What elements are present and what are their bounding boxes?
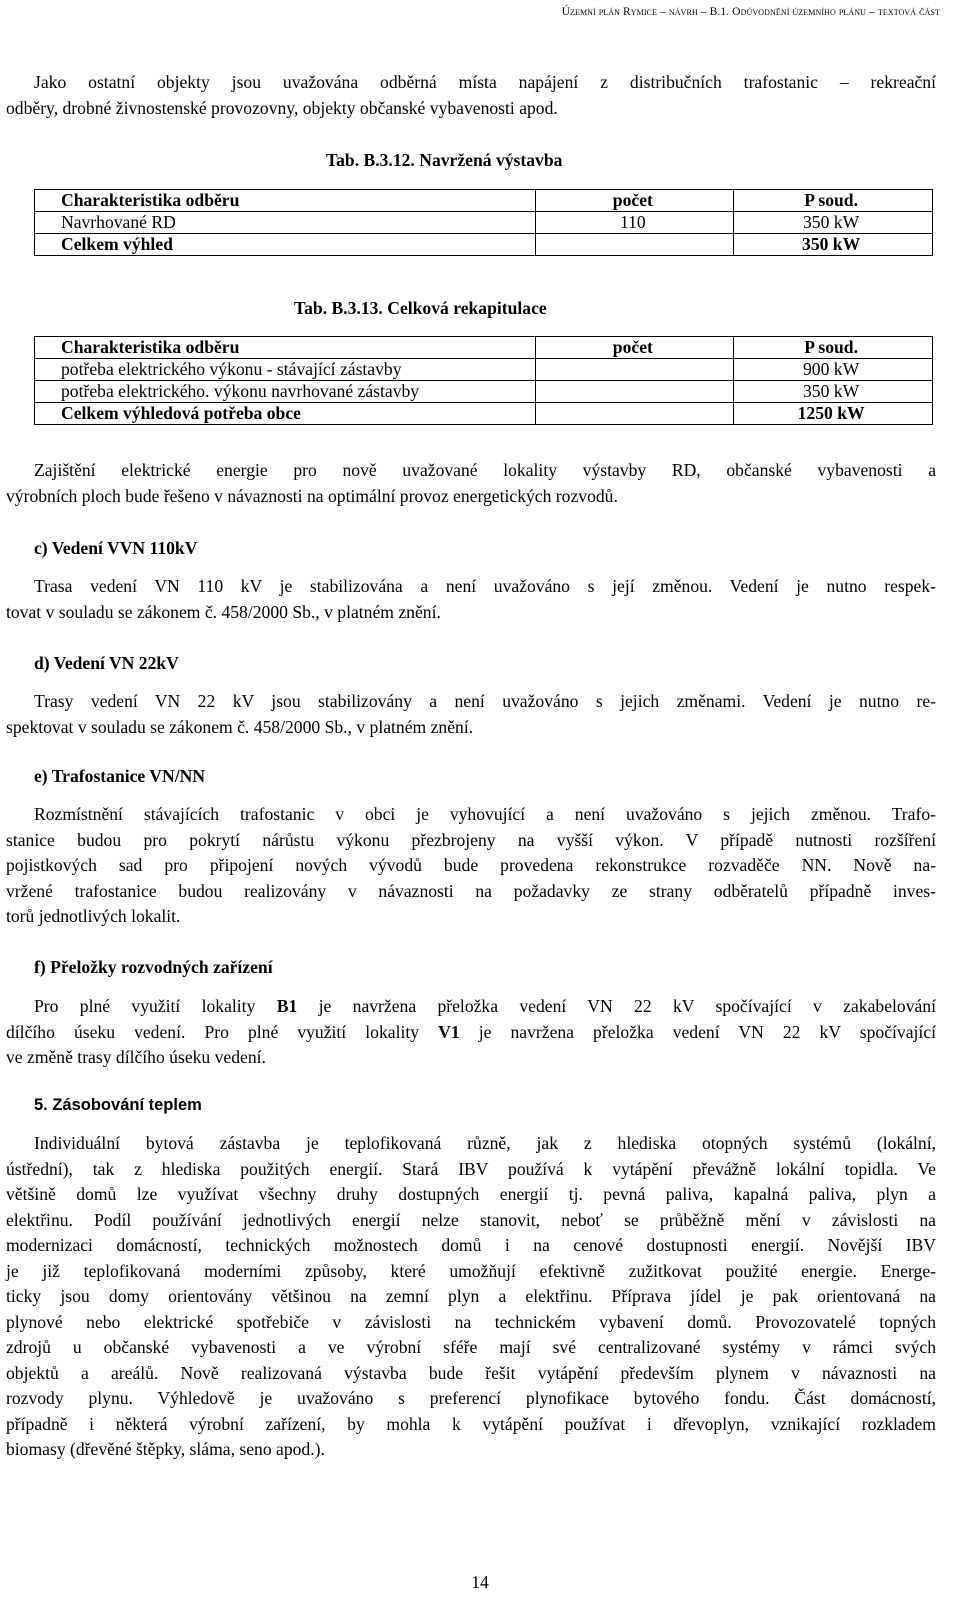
header-cell: počet (536, 337, 734, 359)
paragraph-line: případně i některá výrobní zařízení, by mohla k vytápění používat i dřevoplyn, vznikající rozkladem (6, 1413, 936, 1434)
table2-caption (294, 298, 547, 319)
section-f-heading: f) Přeložky rozvodných zařízení (34, 957, 273, 977)
table-cell: Celkem výhled (35, 234, 536, 256)
paragraph-line: většině domů lze využívat všechny druhy dostupných energií tj. pevná paliva, kapalná paliva, plyn a (6, 1184, 936, 1204)
section-e-paragraph (6, 802, 936, 930)
table-celkova-rekapitulace (34, 336, 933, 425)
section-e-heading: e) Trafostanice VN/NN (34, 766, 206, 786)
table-navrzena-vystavba (34, 189, 933, 256)
table-cell (536, 359, 734, 381)
table-row (35, 359, 933, 381)
paragraph-line: výrobních ploch bude řešeno v návaznosti na optimální provoz energetických rozvodů. (6, 485, 618, 506)
text-run: je navržena přeložka vedení VN 22 kV spočívající (459, 1021, 937, 1042)
paragraph-line: je již teplofikovaná moderními způsoby, které umožňují efektivně zužitkovat použité energie. Energe- (6, 1260, 936, 1281)
paragraph-line: modernizaci domácností, technických možnostech domů i na cenové dostupnosti energií. Novější IBV (6, 1235, 936, 1255)
table-cell: Celkem výhledová potřeba obce (35, 403, 536, 425)
paragraph-line: vržené trafostanice budou realizovány v návaznosti na požadavky ze strany odběratelů případně inves- (6, 880, 936, 901)
paragraph-line: plynové nebo elektrické spotřebiče v závislosti na technickém vybavení domů. Provozovatelé topných (6, 1311, 936, 1332)
paragraph-line: odběry, drobné živnostenské provozovny, objekty občanské vybavenosti apod. (6, 97, 558, 118)
table2-caption-title: Celková rekapitulace (387, 298, 547, 318)
paragraph-line: stanice budou pro pokrytí nárůstu výkonu přezbrojeny na vyšší výkon. V případě nutnosti rozšíření (6, 829, 936, 850)
intro-paragraph (6, 70, 936, 121)
table-row (35, 212, 933, 234)
paragraph-line: torů jednotlivých lokalit. (6, 906, 181, 926)
paragraph-line: Trasa vedení VN 110 kV je stabilizována a není uvažováno s její změnou. Vedení je nutno respek- (34, 576, 936, 596)
paragraph-line: Individuální bytová zástavba je teplofikovaná různě, jak z hlediska otopných systémů (lokální, (34, 1133, 936, 1153)
paragraph-line: Rozmístnění stávajících trafostanic v obci je vyhovující a není uvažováno s jejich změnou. Trafo- (34, 804, 936, 824)
section-c-heading: c) Vedení VVN 110kV (34, 538, 198, 558)
text-run: je navržena přeložka vedení VN 22 kV spočívající v zakabelování (297, 996, 936, 1016)
table-cell: 350 kW (734, 381, 933, 403)
text-run: Pro plné využití lokality (34, 996, 277, 1016)
table-total-row (35, 403, 933, 425)
header-cell: P soud. (734, 190, 933, 212)
table-cell (536, 381, 734, 403)
text-run: dílčího úseku vedení. Pro plné využití lokality (6, 1021, 439, 1042)
running-header: Územní plán Rymice – návrh – B.1. Odůvodnění územního plánu – textová část (561, 6, 940, 18)
table-cell: 350 kW (734, 234, 933, 256)
paragraph-line: rozvody plynu. Výhledově je uvažováno s preferencí plynofikace bytového fondu. Část domácností, (6, 1388, 936, 1408)
table-cell: 350 kW (734, 212, 933, 234)
section-f-paragraph (6, 994, 936, 1071)
paragraph-line: tovat v souladu se zákonem č. 458/2000 Sb., v platném znění. (6, 601, 441, 622)
paragraph-line: ticky jsou domy orientovány většinou na zemní plyn a elektřinu. Příprava jídel je pak orientovaná na (6, 1286, 936, 1306)
paragraph-line: objektů a areálů. Nově realizovaná výstavba bude řešit vytápění především plynem v návaznosti na (6, 1362, 936, 1383)
table-header-row (35, 190, 933, 212)
table1-caption (326, 150, 562, 171)
paragraph-line: pojistkových sad pro připojení nových vývodů bude provedena rekonstrukce rozvaděče NN. Nově na- (6, 855, 936, 875)
section-d-heading: d) Vedení VN 22kV (34, 653, 179, 673)
section-d-paragraph (6, 689, 936, 740)
paragraph-line: Jako ostatní objekty jsou uvažována odběrná místa napájení z distribučních trafostanic – rekreační (34, 72, 936, 92)
paragraph-line: Trasy vedení VN 22 kV jsou stabilizovány a není uvažováno s jejich změnami. Vedení je nutno re- (34, 691, 936, 711)
section-5-heading: 5. Zásobování teplem (34, 1096, 202, 1114)
paragraph-line: ústřední), tak z hlediska použitých energií. Stará IBV používá k vytápění převážně lokální topidla. Ve (6, 1158, 936, 1179)
paragraph-line (6, 1020, 936, 1046)
paragraph-line (6, 994, 936, 1020)
table-total-row (35, 234, 933, 256)
paragraph-line: spektovat v souladu se zákonem č. 458/2000 Sb., v platném znění. (6, 716, 474, 737)
table-cell (536, 403, 734, 425)
table-cell: 110 (536, 212, 734, 234)
table-cell: 900 kW (734, 359, 933, 381)
table-cell: potřeba elektrického. výkonu navrhované zástavby (35, 381, 536, 403)
table2-caption-prefix: Tab. B.3.13. (294, 298, 383, 318)
table1-caption-title: Navržená výstavba (419, 150, 563, 170)
header-cell: počet (536, 190, 734, 212)
paragraph-line: zdrojů u občanské vybavenosti a ve výrobní sféře mají své centralizované systémy v rámci svých (6, 1337, 936, 1357)
table-cell (536, 234, 734, 256)
paragraph-line: Zajištění elektrické energie pro nově uvažované lokality výstavby RD, občanské vybavenosti a (34, 460, 936, 480)
lokalita-v1: V1 (438, 1021, 460, 1042)
table-cell: 1250 kW (734, 403, 933, 425)
table-row (35, 381, 933, 403)
paragraph-line: biomasy (dřevěné štěpky, sláma, seno apod.). (6, 1439, 325, 1459)
page-number: 14 (471, 1572, 489, 1592)
section-5-paragraph (6, 1131, 936, 1463)
table-cell: potřeba elektrického výkonu - stávající zástavby (35, 359, 536, 381)
section-c-paragraph (6, 574, 936, 625)
table-cell: Navrhované RD (35, 212, 536, 234)
paragraph-line: ve změně trasy dílčího úseku vedení. (6, 1047, 266, 1067)
header-cell: Charakteristika odběru (35, 190, 536, 212)
table1-caption-prefix: Tab. B.3.12. (326, 150, 415, 170)
paragraph-line: elektřinu. Podíl používání jednotlivých energií nelze stanovit, neboť se průběžně mění v závislosti na (6, 1209, 936, 1230)
table-header-row (35, 337, 933, 359)
header-cell: Charakteristika odběru (35, 337, 536, 359)
header-cell: P soud. (734, 337, 933, 359)
paragraph-zajisteni (6, 458, 936, 509)
lokalita-b1: B1 (276, 996, 298, 1016)
